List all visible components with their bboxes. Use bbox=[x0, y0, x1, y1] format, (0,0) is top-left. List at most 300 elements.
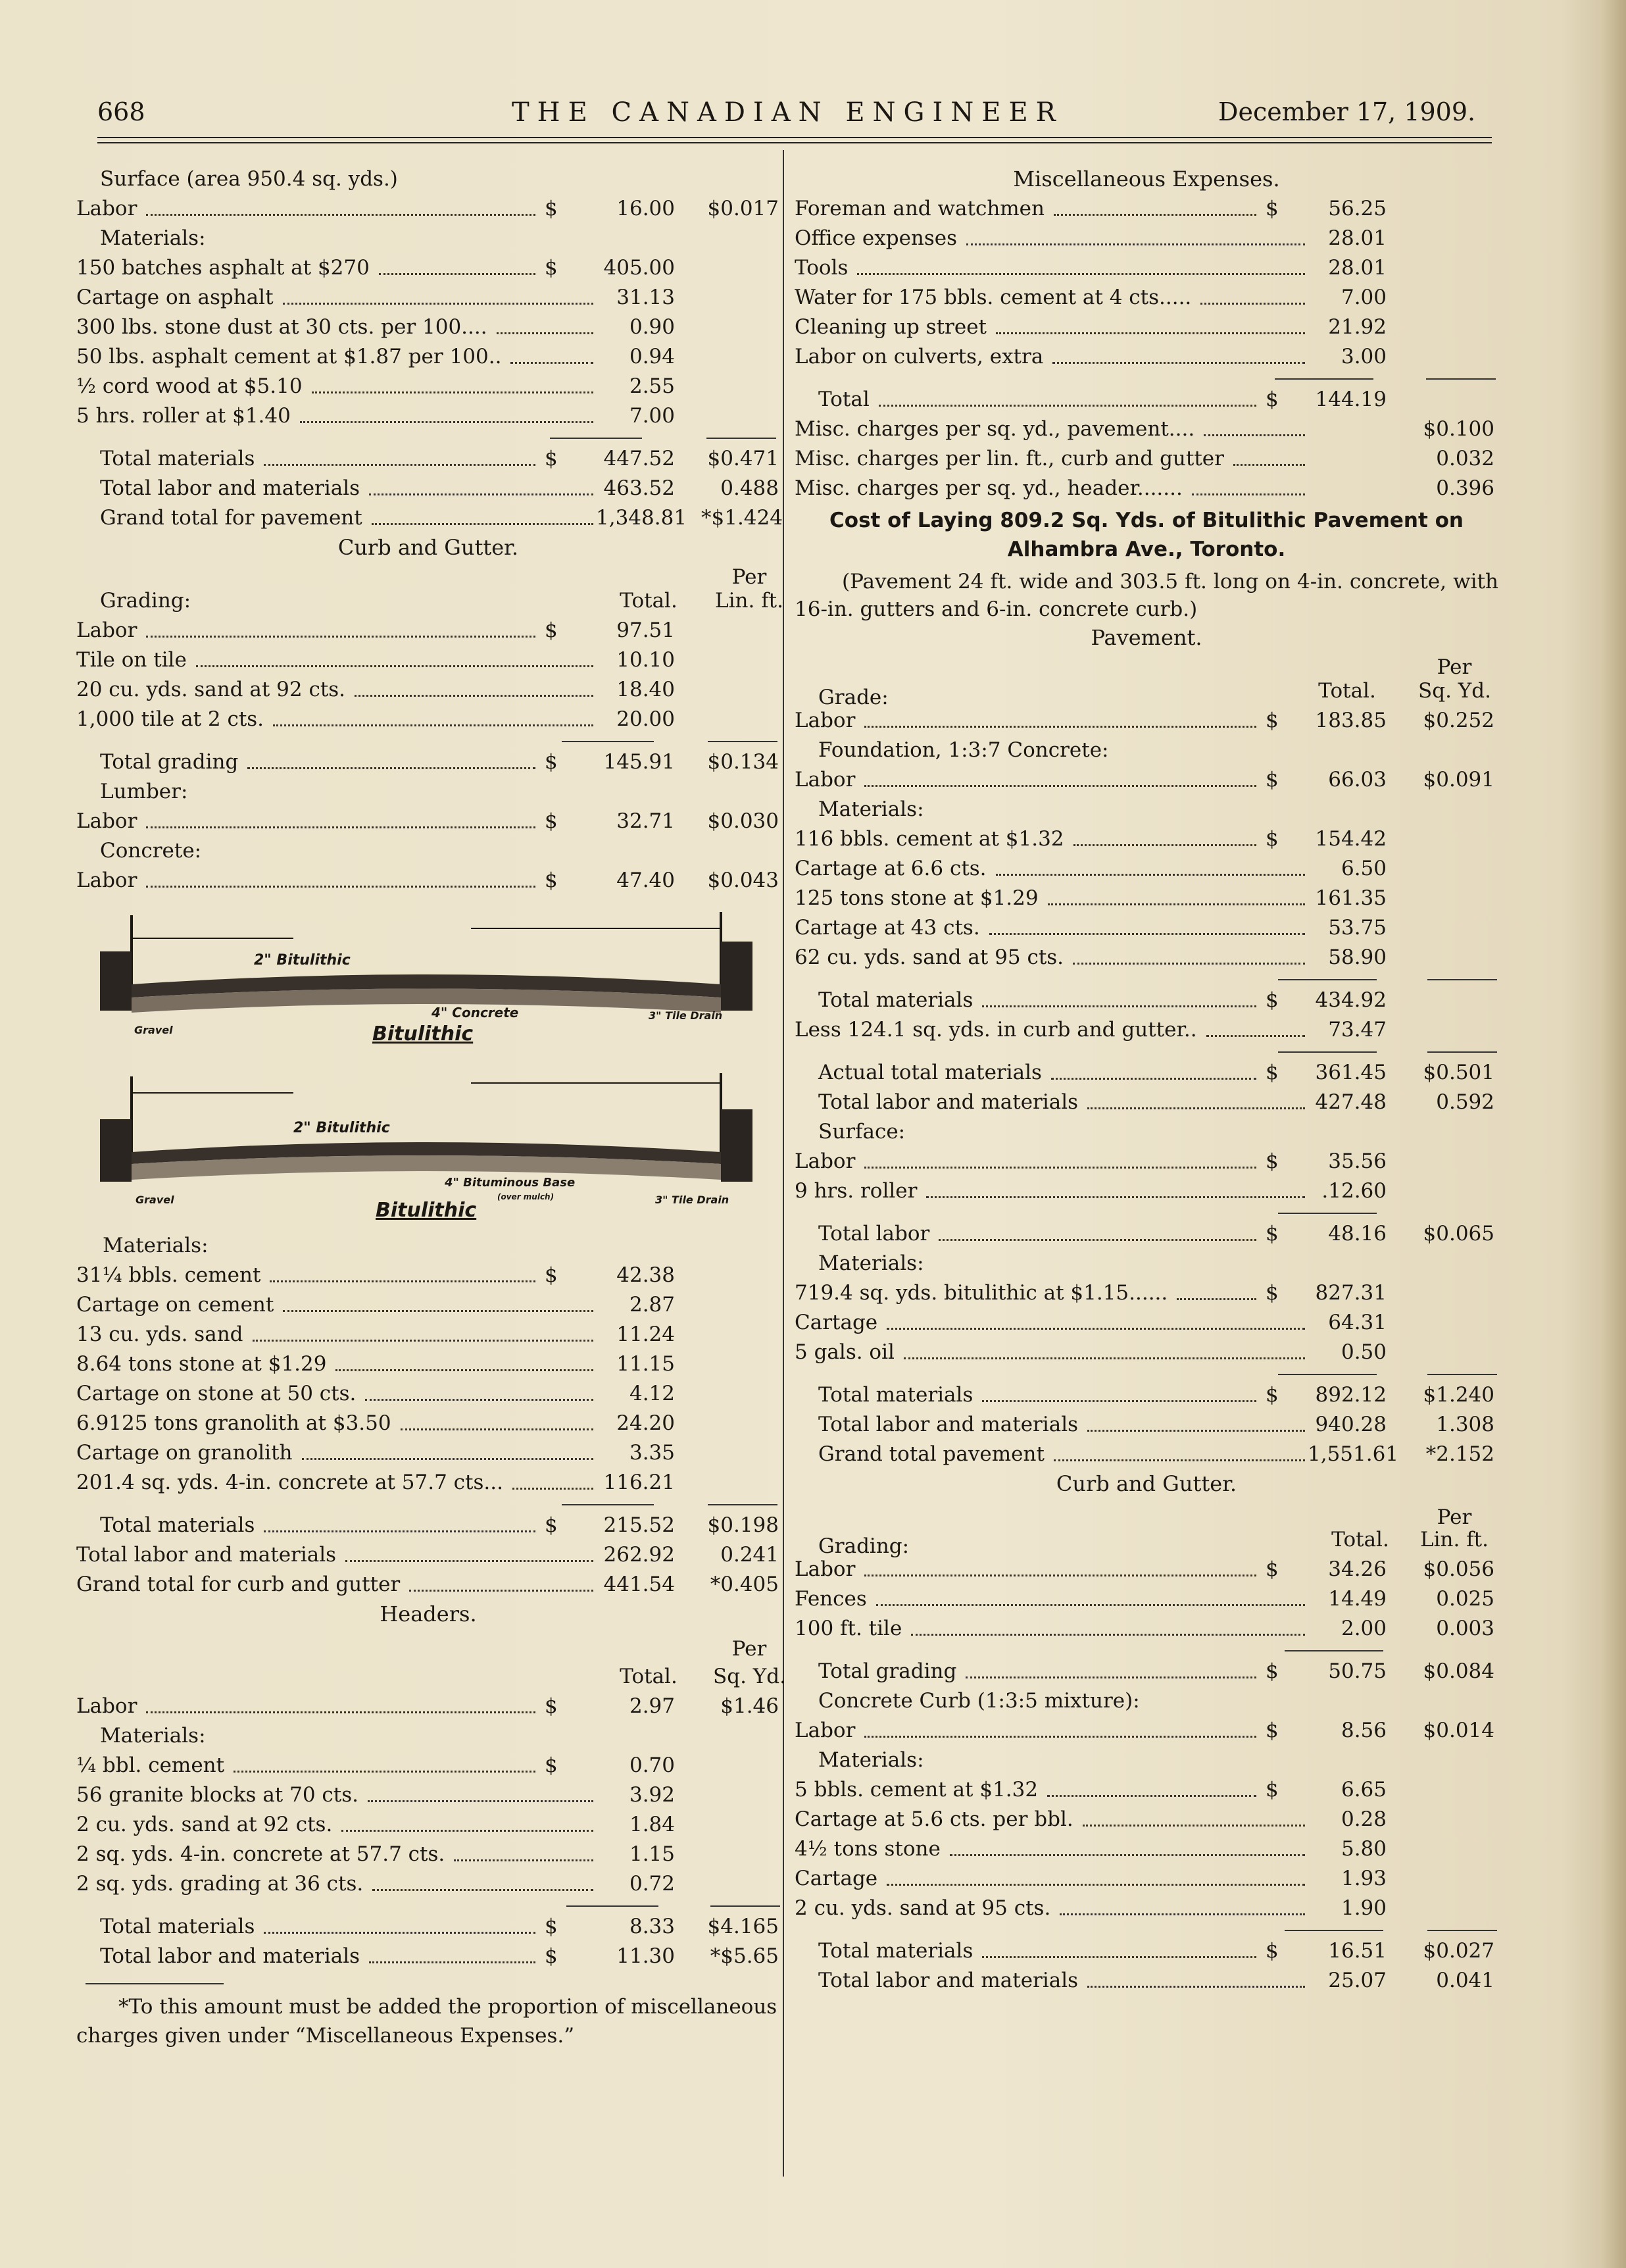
row-total: 10.10 bbox=[616, 648, 675, 672]
dot-leader bbox=[1192, 493, 1305, 495]
table-row bbox=[795, 1716, 1498, 1746]
dollar-sign: $ bbox=[545, 1694, 558, 1718]
row-total: 64.31 bbox=[1328, 1311, 1387, 1334]
label-gravel-bottom: Gravel bbox=[136, 1194, 174, 1206]
headers-per: Per bbox=[731, 1637, 767, 1661]
row-total: 116.21 bbox=[603, 1471, 675, 1494]
dot-leader bbox=[234, 1771, 535, 1773]
row-label: Lumber: bbox=[100, 780, 188, 803]
dollar-sign: $ bbox=[1266, 1061, 1279, 1084]
dot-leader bbox=[312, 391, 593, 393]
cross-section-figure bbox=[76, 902, 780, 1231]
row-label: Actual total materials bbox=[818, 1061, 1042, 1084]
curb-column-head: Grading: Total. Lin. ft. bbox=[100, 589, 783, 613]
dollar-sign: $ bbox=[545, 750, 558, 774]
table-row bbox=[76, 1942, 780, 1971]
curb-grading-totals bbox=[76, 747, 780, 895]
row-label: 2 cu. yds. sand at 95 cts. bbox=[795, 1896, 1051, 1920]
table-row bbox=[795, 706, 1498, 736]
label-over-mulch: (over mulch) bbox=[497, 1192, 554, 1201]
row-label: Labor bbox=[795, 1557, 856, 1581]
surface-totals bbox=[76, 444, 783, 533]
row-label: 1,000 tile at 2 cts. bbox=[76, 707, 264, 731]
row-total: 215.52 bbox=[603, 1513, 675, 1537]
curb-per-heading: Per bbox=[731, 565, 767, 589]
table-row bbox=[76, 474, 780, 503]
row-per-unit: *0.405 bbox=[710, 1573, 779, 1596]
row-total: 405.00 bbox=[603, 256, 675, 280]
row-total: 4.12 bbox=[629, 1382, 675, 1405]
table-row bbox=[76, 645, 780, 675]
rule bbox=[76, 431, 780, 444]
dot-leader bbox=[982, 1400, 1256, 1402]
dot-leader bbox=[1083, 1825, 1305, 1827]
misc-totals bbox=[795, 385, 1498, 503]
row-label: Cartage on cement bbox=[76, 1293, 274, 1317]
dot-leader bbox=[982, 1005, 1256, 1007]
row-total: 2.00 bbox=[1341, 1617, 1387, 1640]
row-total: 97.51 bbox=[616, 618, 675, 642]
row-total: 11.24 bbox=[616, 1323, 675, 1346]
curb-column-head-right: Grading: Total. Lin. ft. bbox=[818, 1528, 1489, 1558]
label-drain-top: 3" Tile Drain bbox=[649, 1009, 723, 1022]
table-row bbox=[795, 474, 1498, 503]
table-row bbox=[795, 1864, 1498, 1894]
table-row bbox=[795, 854, 1498, 884]
dot-leader bbox=[1177, 1298, 1256, 1300]
row-total: 14.49 bbox=[1328, 1587, 1387, 1611]
row-label: Foreman and watchmen bbox=[795, 197, 1045, 220]
curb-gutter-title-right: Curb and Gutter. bbox=[1056, 1471, 1237, 1496]
dollar-sign: $ bbox=[545, 197, 558, 220]
dot-leader bbox=[864, 785, 1256, 787]
row-per-unit: *$1.424 bbox=[701, 506, 783, 530]
curb-totals-right bbox=[795, 1657, 1498, 1923]
row-total: 827.31 bbox=[1315, 1281, 1387, 1305]
dot-leader bbox=[247, 767, 535, 769]
row-total: 5.80 bbox=[1341, 1837, 1387, 1861]
row-total: 434.92 bbox=[1315, 988, 1387, 1012]
row-label: Cartage on granolith bbox=[76, 1441, 293, 1465]
row-total: 427.48 bbox=[1315, 1090, 1387, 1114]
table-row bbox=[76, 1692, 780, 1721]
row-label: 5 bbls. cement at $1.32 bbox=[795, 1778, 1039, 1802]
dollar-sign: $ bbox=[545, 809, 558, 833]
table-row bbox=[76, 1840, 780, 1869]
dot-leader bbox=[1073, 844, 1256, 846]
table-row bbox=[795, 1894, 1498, 1923]
row-per-unit: $4.165 bbox=[707, 1915, 779, 1938]
dot-leader bbox=[1060, 1913, 1305, 1915]
curb-grading-table bbox=[76, 616, 780, 734]
row-label: Less 124.1 sq. yds. in curb and gutter.. bbox=[795, 1018, 1197, 1042]
surface-grand-totals bbox=[795, 1380, 1498, 1469]
row-label: Misc. charges per sq. yd., header....... bbox=[795, 476, 1183, 500]
table-row bbox=[76, 444, 780, 474]
dot-leader bbox=[857, 273, 1305, 275]
label-concrete: 4" Concrete bbox=[431, 1005, 519, 1021]
row-label: 719.4 sq. yds. bitulithic at $1.15...... bbox=[795, 1281, 1168, 1305]
row-per-unit: $0.091 bbox=[1423, 768, 1494, 792]
row-per-unit: 0.041 bbox=[1436, 1969, 1494, 1992]
row-label: Concrete Curb (1:3:5 mixture): bbox=[818, 1689, 1140, 1713]
row-label: Total materials bbox=[100, 1915, 255, 1938]
dot-leader bbox=[341, 1830, 593, 1832]
table-row bbox=[795, 313, 1498, 342]
row-total: 3.92 bbox=[629, 1783, 675, 1807]
row-total: 42.38 bbox=[616, 1263, 675, 1287]
row-label: Labor bbox=[76, 809, 137, 833]
row-label: Labor bbox=[76, 869, 137, 892]
dot-leader bbox=[1204, 434, 1305, 436]
table-row bbox=[795, 1338, 1498, 1367]
table-row bbox=[76, 313, 780, 342]
row-total: 1.90 bbox=[1341, 1896, 1387, 1920]
misc-title: Miscellaneous Expenses. bbox=[1013, 166, 1280, 191]
dot-leader bbox=[864, 726, 1256, 728]
table-row bbox=[795, 986, 1498, 1015]
row-total: 6.50 bbox=[1341, 857, 1387, 880]
table-row bbox=[795, 1966, 1498, 1996]
table-row bbox=[76, 1261, 780, 1290]
row-total: 3.35 bbox=[629, 1441, 675, 1465]
row-total: 6.65 bbox=[1341, 1778, 1387, 1802]
row-label: 8.64 tons stone at $1.29 bbox=[76, 1352, 327, 1376]
table-row bbox=[795, 1249, 1498, 1278]
row-per-unit: $1.240 bbox=[1423, 1383, 1494, 1407]
row-label: Office expenses bbox=[795, 226, 958, 250]
row-total: 161.35 bbox=[1315, 886, 1387, 910]
table-row bbox=[76, 866, 780, 895]
dot-leader bbox=[273, 724, 593, 726]
table-row bbox=[795, 1117, 1498, 1147]
row-per-unit: $0.056 bbox=[1423, 1557, 1494, 1581]
row-label: Materials: bbox=[818, 797, 924, 821]
label-bitulithic-bottom: 2" Bitulithic bbox=[293, 1120, 390, 1136]
row-label: Total labor and materials bbox=[818, 1413, 1079, 1436]
row-label: Labor bbox=[795, 709, 856, 732]
row-label: Misc. charges per lin. ft., curb and gutter bbox=[795, 447, 1224, 470]
dot-leader bbox=[264, 464, 535, 466]
table-row bbox=[76, 807, 780, 836]
dot-leader bbox=[939, 1239, 1256, 1241]
row-per-unit: $0.014 bbox=[1423, 1719, 1494, 1742]
table-row bbox=[795, 283, 1498, 313]
table-row bbox=[795, 1308, 1498, 1338]
dollar-sign: $ bbox=[545, 447, 558, 470]
dollar-sign: $ bbox=[1266, 197, 1279, 220]
dot-leader bbox=[1048, 903, 1305, 905]
dollar-sign: $ bbox=[1266, 1778, 1279, 1802]
row-total: 56.25 bbox=[1328, 197, 1387, 220]
row-total: 1.93 bbox=[1341, 1867, 1387, 1890]
row-total: 32.71 bbox=[616, 809, 675, 833]
label-bitulithic-top: 2" Bitulithic bbox=[254, 952, 351, 969]
row-per-unit: $0.198 bbox=[707, 1513, 779, 1537]
table-row bbox=[76, 616, 780, 645]
row-label: Total labor and materials bbox=[76, 1543, 337, 1567]
table-row bbox=[795, 1834, 1498, 1864]
dot-leader bbox=[1054, 214, 1256, 216]
row-label: Labor bbox=[795, 768, 856, 792]
row-total: 8.33 bbox=[629, 1915, 675, 1938]
row-label: Foundation, 1:3:7 Concrete: bbox=[818, 738, 1109, 762]
table-row bbox=[795, 1088, 1498, 1117]
row-total: 3.00 bbox=[1341, 345, 1387, 368]
row-per-unit: $0.030 bbox=[707, 809, 779, 833]
row-total: 7.00 bbox=[1341, 286, 1387, 309]
row-total: 34.26 bbox=[1328, 1557, 1387, 1581]
row-total: 16.00 bbox=[616, 197, 675, 220]
dot-leader bbox=[409, 1590, 593, 1592]
row-total: 145.91 bbox=[603, 750, 675, 774]
row-label: 150 batches asphalt at $270 bbox=[76, 256, 370, 280]
dot-leader bbox=[372, 1889, 593, 1891]
dot-leader bbox=[372, 523, 593, 525]
label-gravel-top: Gravel bbox=[134, 1024, 173, 1036]
row-total: 2.87 bbox=[629, 1293, 675, 1317]
table-row bbox=[76, 342, 780, 372]
pavement-subtotals bbox=[795, 986, 1498, 1045]
row-label: Labor bbox=[76, 1694, 137, 1718]
table-row bbox=[795, 943, 1498, 972]
table-row bbox=[795, 1440, 1498, 1469]
dollar-sign: $ bbox=[545, 1513, 558, 1537]
dollar-sign: $ bbox=[545, 256, 558, 280]
dollar-sign: $ bbox=[1266, 827, 1279, 851]
dot-leader bbox=[887, 1884, 1305, 1886]
row-total: 28.01 bbox=[1328, 256, 1387, 280]
dot-leader bbox=[1087, 1986, 1305, 1988]
row-label: 300 lbs. stone dust at 30 cts. per 100.... bbox=[76, 315, 487, 339]
curb-table-right bbox=[795, 1555, 1498, 1644]
dollar-sign: $ bbox=[1266, 1281, 1279, 1305]
row-per-unit: $0.471 bbox=[707, 447, 779, 470]
row-total: 463.52 bbox=[603, 476, 675, 500]
rule bbox=[76, 1899, 780, 1912]
dot-leader bbox=[864, 1575, 1256, 1576]
table-row bbox=[795, 415, 1498, 444]
table-row bbox=[76, 1912, 780, 1942]
dollar-sign: $ bbox=[1266, 709, 1279, 732]
row-per-unit: $0.252 bbox=[1423, 709, 1494, 732]
rule bbox=[795, 972, 1498, 986]
dot-leader bbox=[365, 1399, 593, 1401]
dot-leader bbox=[1087, 1107, 1305, 1109]
dot-leader bbox=[887, 1328, 1305, 1330]
table-row bbox=[76, 1511, 780, 1540]
row-total: 53.75 bbox=[1328, 916, 1387, 940]
table-row bbox=[795, 1219, 1498, 1249]
dot-leader bbox=[1233, 464, 1305, 466]
dot-leader bbox=[911, 1634, 1305, 1636]
row-total: 8.56 bbox=[1341, 1719, 1387, 1742]
curb-gutter-title: Curb and Gutter. bbox=[337, 535, 519, 560]
dot-leader bbox=[369, 493, 593, 495]
row-total: 0.50 bbox=[1341, 1340, 1387, 1364]
dot-leader bbox=[146, 636, 535, 638]
table-row bbox=[795, 1775, 1498, 1805]
row-per-unit: $0.134 bbox=[707, 750, 779, 774]
bottom-section bbox=[100, 1073, 752, 1222]
row-label: Grand total for pavement bbox=[100, 506, 362, 530]
row-label: Water for 175 bbls. cement at 4 cts..... bbox=[795, 286, 1192, 309]
row-total: 1.15 bbox=[629, 1842, 675, 1866]
dot-leader bbox=[196, 665, 593, 667]
row-label: Cleaning up street bbox=[795, 315, 987, 339]
caption-bottom: Bitulithic bbox=[376, 1199, 477, 1222]
row-per-unit: 0.396 bbox=[1436, 476, 1494, 500]
headers-table bbox=[76, 1692, 780, 1899]
dollar-sign: $ bbox=[1266, 1383, 1279, 1407]
row-total: 2.97 bbox=[629, 1694, 675, 1718]
row-label: Materials: bbox=[818, 1748, 924, 1772]
dot-leader bbox=[345, 1560, 593, 1562]
caption-top: Bitulithic bbox=[372, 1022, 474, 1046]
table-row bbox=[795, 1746, 1498, 1775]
row-label: 5 hrs. roller at $1.40 bbox=[76, 404, 291, 428]
row-per-unit: $1.46 bbox=[720, 1694, 779, 1718]
surface-table bbox=[76, 194, 780, 431]
dot-leader bbox=[283, 1310, 593, 1312]
row-label: Cartage at 5.6 cts. per bbl. bbox=[795, 1807, 1073, 1831]
table-row bbox=[76, 1320, 780, 1349]
table-row bbox=[76, 283, 780, 313]
row-label: Total materials bbox=[818, 988, 973, 1012]
row-label: Total materials bbox=[100, 447, 255, 470]
misc-table bbox=[795, 194, 1498, 372]
footnote: *To this amount must be added the proportion of miscellaneous charges given under “Miscellaneous Expenses.” bbox=[76, 1995, 777, 2048]
dot-leader bbox=[497, 332, 593, 334]
row-per-unit: *2.152 bbox=[1425, 1442, 1494, 1466]
row-label: 100 ft. tile bbox=[795, 1617, 902, 1640]
row-total: 7.00 bbox=[629, 404, 675, 428]
table-row bbox=[795, 736, 1498, 765]
header-rule bbox=[97, 137, 1492, 138]
column-divider bbox=[783, 150, 784, 2177]
dot-leader bbox=[283, 303, 593, 305]
row-total: 31.13 bbox=[616, 286, 675, 309]
dot-leader bbox=[335, 1369, 593, 1371]
pavement-title: Pavement. bbox=[1091, 625, 1202, 650]
dot-leader bbox=[904, 1357, 1305, 1359]
dot-leader bbox=[989, 933, 1305, 935]
table-row bbox=[76, 194, 780, 224]
row-label: Grand total for curb and gutter bbox=[76, 1573, 401, 1596]
row-label: Total bbox=[818, 388, 870, 411]
row-total: 50.75 bbox=[1328, 1659, 1387, 1683]
pavement-per: Per bbox=[1437, 655, 1472, 679]
journal-title: THE CANADIAN ENGINEER bbox=[512, 97, 1064, 128]
row-label: Misc. charges per sq. yd., pavement.... bbox=[795, 417, 1195, 441]
row-label: Total labor and materials bbox=[100, 476, 360, 500]
headers-column-head: Total. Sq. Yd. bbox=[620, 1665, 786, 1688]
table-row bbox=[76, 836, 780, 866]
dot-leader bbox=[1073, 963, 1305, 965]
surface-title: Surface (area 950.4 sq. yds.) bbox=[100, 167, 398, 191]
row-label: ¼ bbl. cement bbox=[76, 1753, 225, 1777]
table-row bbox=[795, 1176, 1498, 1206]
row-label: Grand total pavement bbox=[818, 1442, 1045, 1466]
curb-materials-table bbox=[76, 1261, 780, 1498]
dot-leader bbox=[512, 1488, 593, 1490]
table-row bbox=[76, 1780, 780, 1810]
dollar-sign: $ bbox=[545, 1944, 558, 1968]
row-per-unit: *$5.65 bbox=[710, 1944, 779, 1968]
dot-leader bbox=[926, 1196, 1305, 1198]
row-label: Cartage on asphalt bbox=[76, 286, 274, 309]
table-row bbox=[76, 747, 780, 777]
row-label: Cartage on stone at 50 cts. bbox=[76, 1382, 357, 1405]
row-per-unit: 0.592 bbox=[1436, 1090, 1494, 1114]
row-total: 144.19 bbox=[1315, 388, 1387, 411]
dot-leader bbox=[146, 1711, 535, 1713]
page-edge bbox=[1600, 0, 1626, 2268]
dot-leader bbox=[369, 1961, 535, 1963]
row-total: 73.47 bbox=[1328, 1018, 1387, 1042]
table-row bbox=[795, 1278, 1498, 1308]
dollar-sign: $ bbox=[1266, 388, 1279, 411]
row-total: 0.28 bbox=[1341, 1807, 1387, 1831]
dollar-sign: $ bbox=[545, 618, 558, 642]
row-label: Tile on tile bbox=[76, 648, 187, 672]
row-total: 24.20 bbox=[616, 1411, 675, 1435]
issue-date: December 17, 1909. bbox=[1218, 97, 1476, 126]
table-row bbox=[795, 884, 1498, 913]
row-label: Materials: bbox=[100, 226, 206, 250]
row-total: 20.00 bbox=[616, 707, 675, 731]
curb-materials-totals bbox=[76, 1511, 780, 1600]
table-row bbox=[76, 1468, 780, 1498]
row-total: 0.90 bbox=[629, 315, 675, 339]
rule bbox=[795, 1206, 1498, 1219]
dot-leader bbox=[876, 1604, 1305, 1606]
dot-leader bbox=[1047, 1795, 1256, 1797]
footnote-rule bbox=[86, 1983, 224, 1984]
curb-per-right: Per bbox=[1437, 1505, 1472, 1529]
row-per-unit: $0.043 bbox=[707, 869, 779, 892]
row-label: 62 cu. yds. sand at 95 cts. bbox=[795, 945, 1064, 969]
rule bbox=[795, 1923, 1498, 1936]
dot-leader bbox=[401, 1428, 593, 1430]
row-label: Total materials bbox=[818, 1383, 973, 1407]
label-bituminous-base: 4" Bituminous Base bbox=[445, 1176, 576, 1190]
dot-leader bbox=[966, 1676, 1256, 1678]
table-row bbox=[76, 1438, 780, 1468]
row-total: 0.94 bbox=[629, 345, 675, 368]
row-label: 4½ tons stone bbox=[795, 1837, 941, 1861]
row-total: 58.90 bbox=[1328, 945, 1387, 969]
row-label: 9 hrs. roller bbox=[795, 1179, 918, 1203]
dollar-sign: $ bbox=[545, 1915, 558, 1938]
table-row bbox=[76, 1810, 780, 1840]
pavement-actual bbox=[795, 1058, 1498, 1206]
row-label: 201.4 sq. yds. 4-in. concrete at 57.7 cts... bbox=[76, 1471, 503, 1494]
dot-leader bbox=[510, 362, 593, 364]
table-row bbox=[76, 1540, 780, 1570]
dot-leader bbox=[879, 405, 1256, 407]
table-row bbox=[795, 1584, 1498, 1614]
row-per-unit: $0.017 bbox=[707, 197, 779, 220]
row-total: 66.03 bbox=[1328, 768, 1387, 792]
row-label: Labor bbox=[76, 197, 137, 220]
row-label: 13 cu. yds. sand bbox=[76, 1323, 243, 1346]
row-label: Surface: bbox=[818, 1120, 906, 1144]
table-row bbox=[795, 194, 1498, 224]
dot-leader bbox=[966, 243, 1305, 245]
row-total: 2.55 bbox=[629, 374, 675, 398]
row-total: 48.16 bbox=[1328, 1222, 1387, 1246]
